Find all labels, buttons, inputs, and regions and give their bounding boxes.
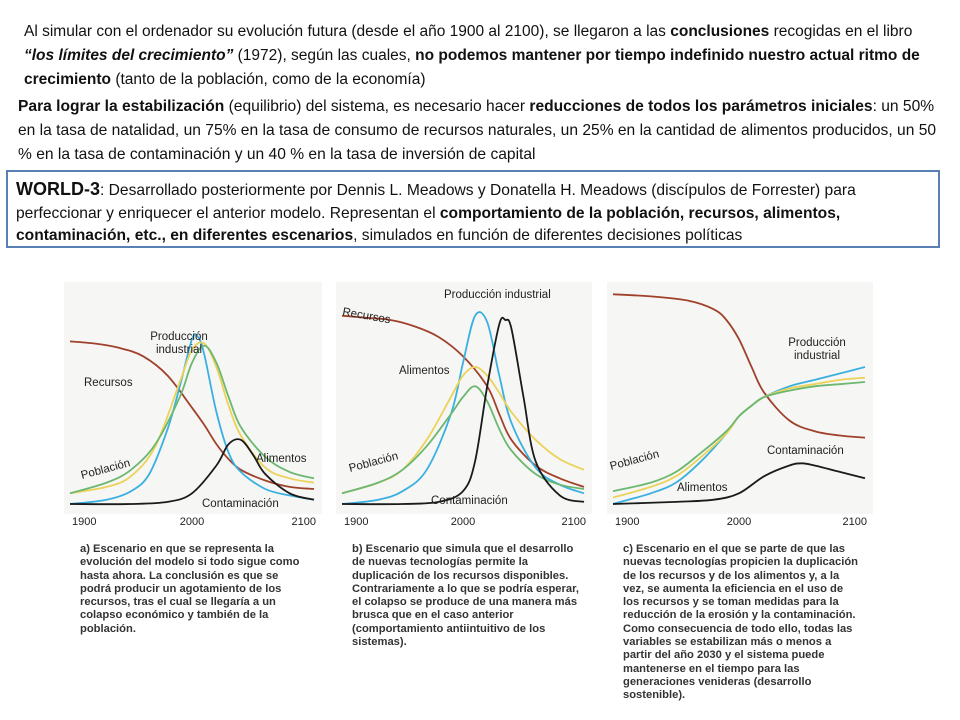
x-tick-label: 2100: [291, 516, 316, 528]
para2-bold-2: reducciones de todos los parámetros iniciales: [529, 98, 873, 115]
chart-a: [64, 282, 322, 532]
series-label-alimentos: Alimentos: [677, 482, 728, 494]
x-tick-label: 2100: [561, 516, 586, 528]
series-label-producci-n-industrial: Producción industrial: [788, 337, 846, 362]
chart-b: [336, 282, 592, 532]
x-tick-label: 1900: [72, 516, 97, 528]
series-label-poblaci-n: Población: [347, 450, 400, 475]
series-label-alimentos: Alimentos: [256, 453, 307, 465]
intro-paragraph: [24, 20, 939, 92]
chart-panel-a: [64, 282, 322, 532]
para2-bold-1: Para lograr la estabilización: [18, 98, 225, 115]
intro-text-3: (1972), según las cuales,: [233, 47, 416, 64]
x-tick-label: 2000: [726, 516, 752, 528]
intro-text-2: recogidas en el libro: [769, 23, 913, 40]
series-label-poblaci-n: Población: [608, 448, 661, 473]
caption-c: c) Escenario en el que se parte de que las nuevas tecnologías propicien la duplicación de los recursos y de los alimentos y, a la vez, se aumenta la eficiencia en el uso de los recursos y se toman medidas para la reducción de la erosión y la contaminación. Como consecuencia de todo ello, todas las variables se estabilizan más o menos a partir del año 2030 y el sistema puede mantenerse en el tiempo para las generaciones venideras (desarrollo sostenible).: [623, 543, 858, 702]
world3-box: [6, 170, 940, 248]
chart-c: [607, 282, 873, 532]
series-label-producci-n-industrial: Producción industrial: [444, 289, 551, 301]
para2-text-2: : un 50% en la tasa de natalidad, un 75% en la tasa de consumo de recursos naturales, un 25% en la cantidad de alimentos producidos, un 50 % en la tasa de contaminación y un 40 % en la tasa de inversión de capital: [18, 98, 937, 163]
x-tick-label: 1900: [615, 516, 640, 528]
series-label-producci-n-industrial: Producción industrial: [150, 331, 208, 356]
stabilization-paragraph: [18, 95, 948, 167]
intro-bold-1: conclusiones: [670, 23, 770, 40]
world3-title: WORLD-3: [16, 179, 100, 199]
series-label-contaminaci-n: Contaminación: [431, 495, 508, 507]
world3-bold: comportamiento de la población, recursos, alimentos, contaminación, etc., en diferentes escenarios: [16, 204, 841, 244]
world3-text-1: : Desarrollado posteriormente por Dennis L. Meadows y Donatella H. Meadows (discípulos de Forrester) para perfeccionar y enriquecer el anterior modelo. Representan el: [16, 182, 856, 222]
intro-bold-3: no podemos mantener por tiempo indefinido nuestro actual ritmo de crecimiento: [24, 47, 920, 88]
series-label-recursos: Recursos: [84, 377, 133, 389]
series-label-contaminaci-n: Contaminación: [202, 498, 279, 510]
series-label-recursos: Recursos: [341, 306, 392, 327]
chart-background: [64, 282, 322, 514]
world3-text-2: , simulados en función de diferentes decisiones políticas: [353, 227, 743, 244]
chart-panel-c: [607, 282, 873, 532]
series-label-poblaci-n: Población: [79, 457, 132, 482]
para2-text-1: (equilibrio) del sistema, es necesario hacer: [224, 98, 530, 115]
intro-text-1: Al simular con el ordenador su evolución futura (desde el año 1900 al 2100), se llegaron a las: [24, 23, 671, 40]
chart-panel-b: [336, 282, 592, 532]
caption-b: b) Escenario que simula que el desarrollo de nuevas tecnologías permite la duplicación de los recursos disponibles. Contrariamente a lo que se podría esperar, el colapso se produce de una manera más brusca que en el caso anterior (comportamiento antiintuitivo de los sistemas).: [352, 543, 579, 649]
x-tick-label: 1900: [344, 516, 369, 528]
intro-book-title: “los límites del crecimiento”: [24, 47, 234, 64]
intro-text-4: (tanto de la población, como de la economía): [111, 71, 426, 88]
x-tick-label: 2100: [842, 516, 867, 528]
chart-background: [607, 282, 873, 514]
series-label-contaminaci-n: Contaminación: [767, 445, 844, 457]
x-tick-label: 2000: [450, 516, 476, 528]
x-tick-label: 2000: [179, 516, 205, 528]
series-label-alimentos: Alimentos: [399, 365, 450, 377]
caption-a: a) Escenario en que se representa la evolución del modelo si todo sigue como hasta ahora. La conclusión es que se podrá producir un agotamiento de los recursos, tras el cual se llegaría a un colapso económico y también de la población.: [80, 543, 300, 635]
